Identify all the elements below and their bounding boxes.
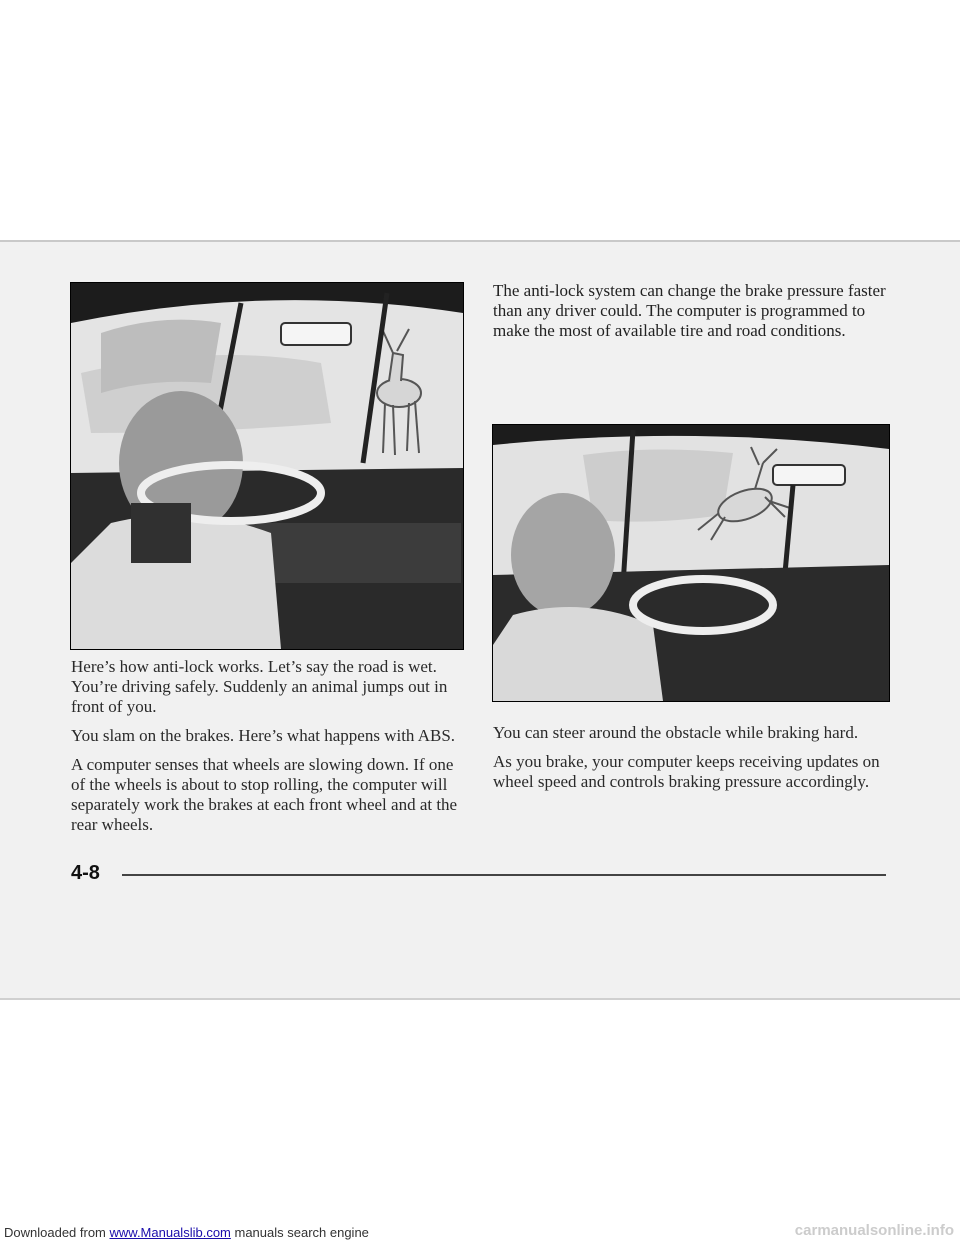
page-top-edge <box>0 240 960 242</box>
paragraph-how-abs-works: Here’s how anti-lock works. Let’s say the road is wet. You’re driving safely. Suddenly an animal jumps out in front of you. <box>71 657 448 716</box>
footer-source <box>4 1225 369 1240</box>
left-column-text <box>71 657 465 844</box>
footer-rule <box>122 874 886 876</box>
paragraph-steer-around: You can steer around the obstacle while braking hard. <box>493 723 859 742</box>
illustration-driver-sees-animal <box>70 282 464 650</box>
page-number: 4-8 <box>71 862 100 884</box>
illustration-animal-leaping <box>492 424 890 702</box>
manualslib-link[interactable]: www.Manualslib.com <box>109 1225 231 1240</box>
watermark-logo: carmanualsonline.info <box>794 1222 954 1239</box>
paragraph-computer-senses: A computer senses that wheels are slowing down. If one of the wheels is about to stop rolling, the computer will separately work the brakes at each front wheel and at the rear wheels. <box>71 755 458 834</box>
footer-suffix: manuals search engine <box>230 1225 369 1240</box>
download-footer <box>0 1224 960 1242</box>
paragraph-updates-wheel-speed: As you brake, your computer keeps receiving updates on wheel speed and controls braking pressure accordingly. <box>493 752 880 791</box>
paragraph-slam-brakes: You slam on the brakes. Here’s what happens with ABS. <box>71 726 456 745</box>
abs-intro-paragraph: The anti-lock system can change the brake pressure faster than any driver could. The computer is programmed to make the most of available tire and road conditions. <box>493 281 886 340</box>
footer-prefix: Downloaded from <box>4 1225 110 1240</box>
right-column-text <box>493 723 893 801</box>
page-bottom-edge <box>0 998 960 1000</box>
